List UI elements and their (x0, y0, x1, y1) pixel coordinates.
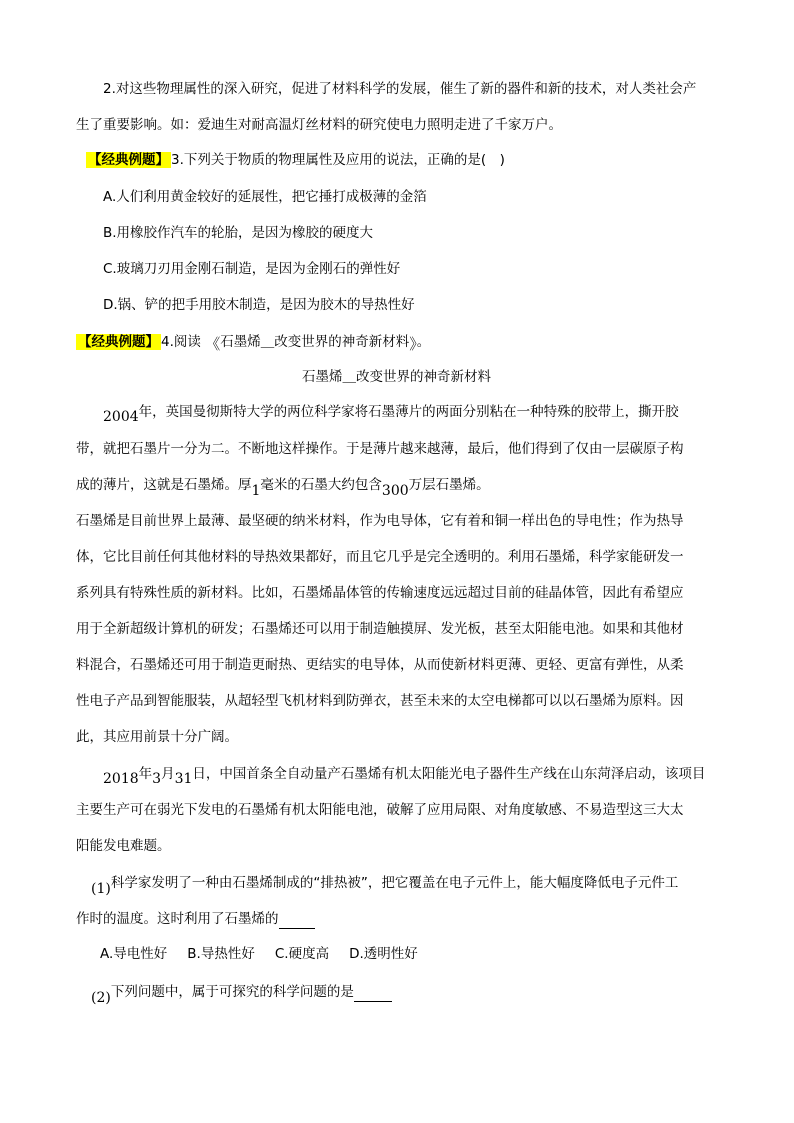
sub-question-2-text: 下列问题中，属于可探究的科学问题的是 (110, 984, 354, 1000)
sub-question-1-number: (1) (91, 881, 111, 897)
answer-blank[interactable] (279, 914, 315, 929)
article-p1-text: 万层石墨烯。 (408, 477, 490, 493)
article-p2-line-4: 用于全新超级计算机的研发；石墨烯还可以用于制造触摸屏、发光板，甚至太阳能电池。如果和其他材 (76, 621, 684, 637)
article-p2-line-1: 石墨烯是目前世界上最薄、最坚硬的纳米材料，作为电导体，它有着和铜一样出色的导电性；作为热导 (76, 513, 684, 529)
intro-line-1: 2.对这些物理属性的深入研究，促进了材料科学的发展，催生了新的器件和新的技术，对人类社会产 (103, 81, 697, 97)
question-4-stem (76, 331, 430, 352)
book-quote-close: 》 (409, 335, 417, 353)
article-p3-text: 日，中国首条全自动量产石墨烯有机太阳能光电子器件生产线在山东菏泽启动，该项目 (192, 766, 706, 782)
sub-question-1-text: 科学家发明了一种由石墨烯制成的“排热被”，把它覆盖在电子元件上，能大幅度降低电子元件工 (110, 875, 679, 891)
article-p1-text: 毫米的石墨大约包含 (260, 477, 382, 493)
classic-example-tag: 【经典例题】 (78, 334, 159, 350)
question-3-option-d: D.锅、铲的把手用胶木制造，是因为胶木的导热性好 (103, 297, 415, 313)
sub-question-1-option-a: A.导电性好 (100, 946, 168, 962)
sub-question-1-text: 作时的温度。这时利用了石墨烯的 (76, 911, 279, 927)
sub-question-1-line-1 (91, 873, 679, 897)
article-name: 石墨烯＿改变世界的神奇新材料 (220, 334, 410, 350)
question-3-text: 3.下列关于物质的物理属性及应用的说法，正确的是( ) (171, 152, 505, 168)
question-4-text: 4.阅读 (161, 334, 201, 350)
sub-question-1-line-2 (76, 909, 315, 929)
answer-blank[interactable] (354, 987, 392, 1002)
article-p3-line-3: 阳能发电难题。 (76, 838, 171, 854)
month-3: 3 (152, 771, 162, 787)
article-p2-line-2: 体，它比目前任何其他材料的导热效果都好，而且它几乎是完全透明的。利用石墨烯，科学家能研发一 (76, 549, 684, 565)
sub-question-2-line-1 (91, 982, 392, 1006)
question-4-end: 。 (416, 334, 431, 350)
article-p3-text: 年 (138, 766, 153, 782)
sub-question-1-options (100, 944, 438, 964)
intro-line-2: 生了重要影响。如：爱迪生对耐高温灯丝材料的研究使电力照明走进了千家万户。 (76, 117, 562, 133)
article-p1-line-2: 带，就把石墨片一分为二。不断地这样操作。于是薄片越来越薄，最后，他们得到了仅由一层碳原子构 (76, 441, 684, 457)
article-title: 石墨烯＿改变世界的神奇新材料 (302, 369, 491, 385)
article-p3-line-1 (103, 764, 706, 787)
article-p2-line-6: 性电子产品到智能服装，从超轻型飞机材料到防弹衣，甚至未来的太空电梯都可以以石墨烯为原料。因 (76, 693, 684, 709)
article-p1-text: 年，英国曼彻斯特大学的两位科学家将石墨薄片的两面分别粘在一种特殊的胶带上，撕开胶 (138, 404, 679, 420)
article-p1-line-1 (103, 402, 679, 425)
book-quote-open: 《 (205, 335, 221, 353)
article-p3-line-2: 主要生产可在弱光下发电的石墨烯有机太阳能电池，破解了应用局限、对角度敏感、不易造型这三大太 (76, 802, 684, 818)
question-3-option-c: C.玻璃刀刃用金刚石制造，是因为金刚石的弹性好 (103, 261, 401, 277)
number-300: 300 (381, 483, 409, 499)
number-1: 1 (251, 483, 261, 499)
article-p2-line-5: 料混合，石墨烯还可用于制造更耐热、更结实的电导体，从而使新材料更薄、更轻、更富有弹性，从柔 (76, 657, 684, 673)
article-p3-text: 月 (161, 766, 175, 782)
sub-question-1-option-c: C.硬度高 (274, 946, 330, 962)
sub-question-1-option-b: B.导热性好 (187, 946, 255, 962)
year-2018: 2018 (103, 771, 139, 787)
question-3-stem (86, 150, 505, 170)
classic-example-tag: 【经典例题】 (88, 152, 169, 168)
question-3-option-a: A.人们利用黄金较好的延展性，把它捶打成极薄的金箔 (103, 189, 427, 205)
article-p1-line-3 (76, 475, 490, 499)
year-2004: 2004 (103, 409, 139, 425)
article-p1-text: 成的薄片，这就是石墨烯。厚 (76, 477, 252, 493)
sub-question-2-number: (2) (91, 990, 111, 1006)
day-31: 31 (174, 771, 193, 787)
article-p2-line-7: 此，其应用前景十分广阔。 (76, 729, 238, 745)
question-3-option-b: B.用橡胶作汽车的轮胎，是因为橡胶的硬度大 (103, 225, 374, 241)
sub-question-1-option-d: D.透明性好 (349, 946, 418, 962)
article-p2-line-3: 系列具有特殊性质的新材料。比如，石墨烯晶体管的传输速度远远超过目前的硅晶体管，因此有希望应 (76, 585, 684, 601)
